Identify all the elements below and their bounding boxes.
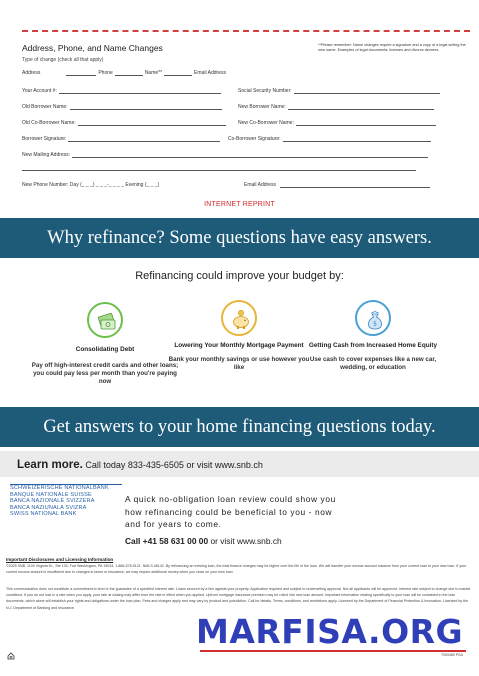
form-title: Address, Phone, and Name Changes (22, 43, 163, 53)
learn-more-text[interactable]: Call today 833-435-6505 or visit www.snb.ch (85, 460, 263, 470)
benefit-lower-payment (164, 300, 314, 372)
form-row-signatures (22, 136, 472, 145)
bank-logo-line: BANCA NAZIONALE SVIZZERA (10, 498, 95, 504)
new-borrower-label: New Borrower Name: (238, 104, 286, 110)
old-coborrower-label: Old Co-Borrower Name: (22, 120, 76, 126)
email-field[interactable] (280, 182, 430, 188)
money-bag-icon (355, 300, 391, 336)
check-blank-address[interactable] (66, 70, 96, 76)
call-visit[interactable]: or visit www.snb.ch (210, 536, 282, 546)
benefit-desc: Pay off high-interest credit cards and other loans; you could pay less per month than you're paying now (31, 362, 179, 385)
form-row-coborrower (22, 120, 472, 129)
disclosure-text-2: This communication does not constitute a commitment to lend or the guarantee of a specified interest rate. Loans secured by a lien against your property. Application required and subject to underwriting approval. Not all applicants will be approved. Interest rate subject to change due to market conditions. If you do not lock in a rate when you apply, your rate at closing may differ from the rate in effect when you applied. Upfront mortgage insurance premium may be rolled into new loan amount. Important information relating specifically to your loan will be contained in the loan documents, which alone will establish your rights and obligations under the loan plan. Fees and charges apply and may vary by product and jurisdiction. Call for details. Terms, conditions, and restrictions apply. Licensed by the Department of Financial Protection & Innovation. Licensed by the N.J. Department of Banking and Insurance. (6, 587, 471, 610)
borrower-sig-label: Borrower Signature: (22, 136, 67, 142)
money-card-icon (87, 302, 123, 338)
form-subtitle: Type of change (check all that apply) (22, 57, 104, 63)
new-mailing-field[interactable] (72, 152, 428, 158)
form-row-phone (22, 182, 472, 191)
svg-text:$: $ (373, 320, 377, 328)
refinance-banner: Why refinance? Some questions have easy answers. (0, 218, 479, 258)
benefit-title: Consolidating Debt (75, 346, 135, 353)
account-field[interactable] (59, 88, 221, 94)
email-label: Email Address (244, 182, 276, 188)
benefit-home-equity (298, 300, 448, 372)
ssn-label: Social Security Number: (238, 88, 292, 94)
new-borrower-field[interactable] (288, 104, 434, 110)
check-blank-phone[interactable] (115, 70, 143, 76)
check-label-phone: Phone (98, 70, 113, 76)
call-line (125, 536, 282, 546)
watermark-underline (200, 650, 466, 652)
change-type-row (22, 70, 422, 76)
disclosure-text-1: ©2025 SNB, 1100 Virginia Dr., Ste 125, Fort Washington, PA 19034. 1-866-578-5121. NMLS #6142. By refinancing an existing loan, the total finance charges may be higher over the life of the loan. We will transfer your escrow account balance from your current loan to your new loan. If your current escrow amount is insufficient due to changes in taxes or insurance, we may require additional money when you close on your new loan. (6, 564, 467, 575)
learn-more (17, 459, 263, 471)
learn-more-lead: Learn more. (17, 459, 83, 471)
check-label-address: Address (22, 70, 41, 76)
account-label: Your Account #: (22, 88, 57, 94)
document-code: TS00489 PGA (441, 653, 463, 657)
coborrower-sig-field[interactable] (283, 136, 431, 142)
cut-line (22, 30, 470, 32)
equal-housing-icon (7, 652, 15, 660)
form-row-mailing-2 (22, 165, 472, 174)
benefit-consolidating-debt (30, 300, 180, 386)
form-note: **Please remember: Name changes require a signature and a copy of a legal writing the new name. Examples of legal documents: licenses and divorce decrees. (318, 43, 466, 52)
new-mailing-field-2[interactable] (22, 165, 416, 171)
internet-reprint-label: INTERNET REPRINT (204, 201, 275, 208)
benefit-title: Lowering Your Monthly Mortgage Payment (174, 342, 304, 349)
disclosure-title: Important Disclosures and Licensing Information (6, 557, 114, 562)
new-phone-label: New Phone Number: Day (_ _ _) _ _ _-_ _ _ _ Evening (_ _ _) (22, 182, 160, 188)
check-label-name: Name** (144, 70, 163, 76)
budget-heading: Refinancing could improve your budget by: (135, 270, 344, 282)
old-borrower-label: Old Borrower Name: (22, 104, 68, 110)
answers-banner: Get answers to your home financing questions today. (0, 407, 479, 447)
benefit-desc: Use cash to cover expenses like a new car, wedding, or education (309, 356, 437, 371)
form-row-borrower (22, 104, 472, 113)
learn-more-bar (0, 451, 479, 477)
watermark: MARFISA.ORG (196, 612, 464, 651)
check-label-email: Email Address (194, 70, 227, 76)
benefit-desc: Bank your monthly savings or use however you like (168, 356, 310, 371)
coborrower-sig-label: Co-Borrower Signature: (228, 136, 281, 142)
old-coborrower-field[interactable] (78, 120, 226, 126)
ssn-field[interactable] (294, 88, 440, 94)
old-borrower-field[interactable] (70, 104, 222, 110)
form-row-account (22, 88, 472, 97)
piggy-bank-icon (221, 300, 257, 336)
new-mailing-label: New Mailing Address: (22, 152, 71, 158)
bank-logo (10, 482, 128, 518)
check-blank-name[interactable] (164, 70, 192, 76)
new-coborrower-field[interactable] (296, 120, 436, 126)
loan-review-pitch: A quick no-obligation loan review could show you how refinancing could be beneficial to you - now and for years to come. (125, 494, 336, 529)
call-phone[interactable]: Call +41 58 631 00 00 (125, 536, 209, 546)
borrower-sig-field[interactable] (68, 136, 220, 142)
bank-logo-line: BANQUE NATIONALE SUISSE (10, 491, 92, 498)
form-row-mailing (22, 152, 472, 161)
benefit-title: Getting Cash from Increased Home Equity (308, 342, 438, 349)
bank-logo-line: BANCA NAZIUNALA SVIZRA (10, 504, 87, 511)
bank-logo-line: SCHWEIZERISCHE NATIONALBANK (10, 485, 109, 491)
new-coborrower-label: New Co-Borrower Name: (238, 120, 294, 126)
bank-logo-line: SWISS NATIONAL BANK (10, 511, 77, 517)
